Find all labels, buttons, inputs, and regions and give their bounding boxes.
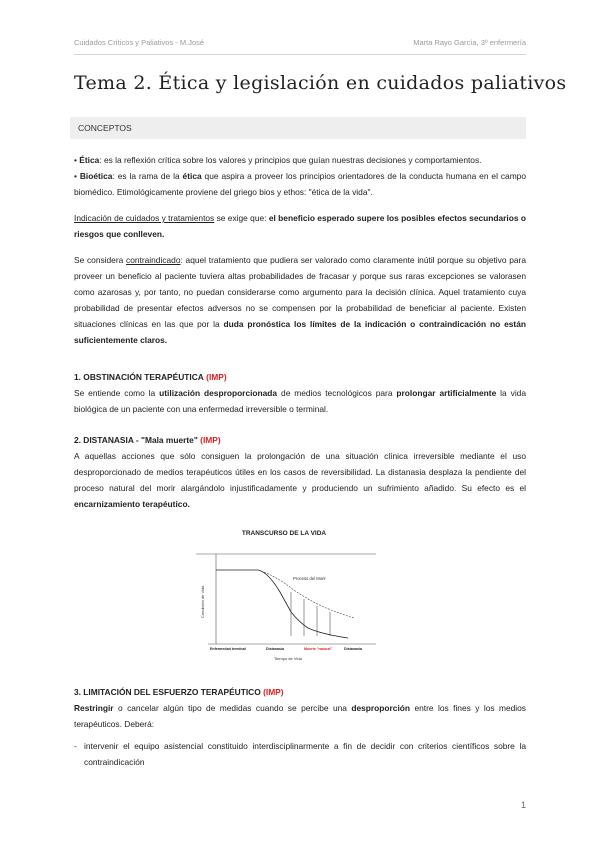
page-header — [74, 38, 526, 47]
y-axis-label: Condición de Vida — [200, 585, 205, 618]
stage-label-distanasia-2: Distanasia — [344, 647, 362, 651]
chart-annotation: Proceso del Morir — [293, 576, 326, 581]
section-heading: 2. DISTANASIA - "Mala muerte" — [74, 435, 198, 445]
stage-label-muerte-natural: Muerte "natural" — [304, 647, 333, 651]
header-divider — [74, 54, 526, 55]
bioetica-definition: • Bioética: es la rama de la ética que aspira a proveer los principios orientadores de la conducta humana en el campo biomédico. Etimológicamente proviene del griego bios y ethos: "ética de la vida". — [74, 171, 526, 197]
section-heading: 1. OBSTINACIÓN TERAPÉUTICA — [74, 372, 204, 382]
indicacion-paragraph: Indicación de cuidados y tratamientos se exige que: el beneficio esperado supere los posibles efectos secundarios o riesgos que conlleven. — [74, 213, 526, 239]
concepts-section-label: CONCEPTOS — [70, 117, 526, 139]
stage-label-distanasia: Distanasia — [266, 647, 284, 651]
header-author: Marta Rayo García, 3º enfermería — [413, 38, 526, 47]
life-course-chart — [196, 526, 386, 672]
section-limitacion: 3. LIMITACIÓN DEL ESFUERZO TERAPÉUTICO (IMP) Restringir o cancelar algún tipo de medidas cuando se percibe una desproporción entre los fines y los medios terapéuticos. Deberá: — [74, 687, 526, 729]
section-heading: 3. LIMITACIÓN DEL ESFUERZO TERAPÉUTICO — [74, 687, 261, 697]
etica-definition: • Ética: es la reflexión crítica sobre los valores y principios que guían nuestras decisiones y comportamientos. — [74, 155, 482, 165]
stage-label-enfermedad-terminal: Enfermedad terminal — [210, 647, 246, 651]
header-course: Cuidados Críticos y Paliativos - M.José — [74, 38, 205, 47]
section-obstinacion: 1. OBSTINACIÓN TERAPÉUTICA (IMP) Se entiende como la utilización desproporcionada de medios tecnológicos para prolongar artificialmente la vida biológica de un paciente con una enfermedad irreversible o terminal. — [74, 372, 526, 414]
page-number: 1 — [520, 800, 526, 810]
section-distanasia: 2. DISTANASIA - "Mala muerte" (IMP) A aquellas acciones que sólo consiguen la prolongación de una situación clínica irreversible mediante el uso desproporcionado de medios terapéuticos útiles en los casos de reversibilidad. La distanasia desplaza la pendiente del proceso natural del morir alargándolo injustificadamente y produciendo un sufrimiento añadido. Su efecto es el encarnizamiento terapéutico. — [74, 435, 526, 509]
imp-tag: (IMP) — [263, 687, 284, 697]
limitacion-list-item: - intervenir el equipo asistencial constituido interdisciplinarmente a fin de decidir con criterios científicos sobre la contraindicación — [74, 741, 526, 767]
imp-tag: (IMP) — [200, 435, 221, 445]
imp-tag: (IMP) — [206, 372, 227, 382]
life-curve — [216, 570, 348, 638]
chart-title: TRANSCURSO DE LA VIDA — [241, 530, 327, 537]
page-title: Tema 2. Ética y legislación en cuidados paliativos — [74, 72, 567, 94]
contraindicado-paragraph: Se considera contraindicado: aquel tratamiento que pudiera ser valorado como claramente inútil porque su objetivo para proveer un beneficio al paciente tuviera altas probabilidades de fracasar y porque sus raras excepciones se valorasen como azarosas y, por tanto, no puedan considerarse como argumento para la decisión clínica. Aquel tratamiento cuya probabilidad de presentar efectos adversos no se compensen por la probabilidad de beneficiar al paciente. Existen situaciones clínicas en las que por la duda pronóstica los límites de la indicación o contraindicación no están suficientemente claros. — [74, 255, 526, 345]
x-axis-label: Tiempo de Vida — [274, 656, 302, 661]
